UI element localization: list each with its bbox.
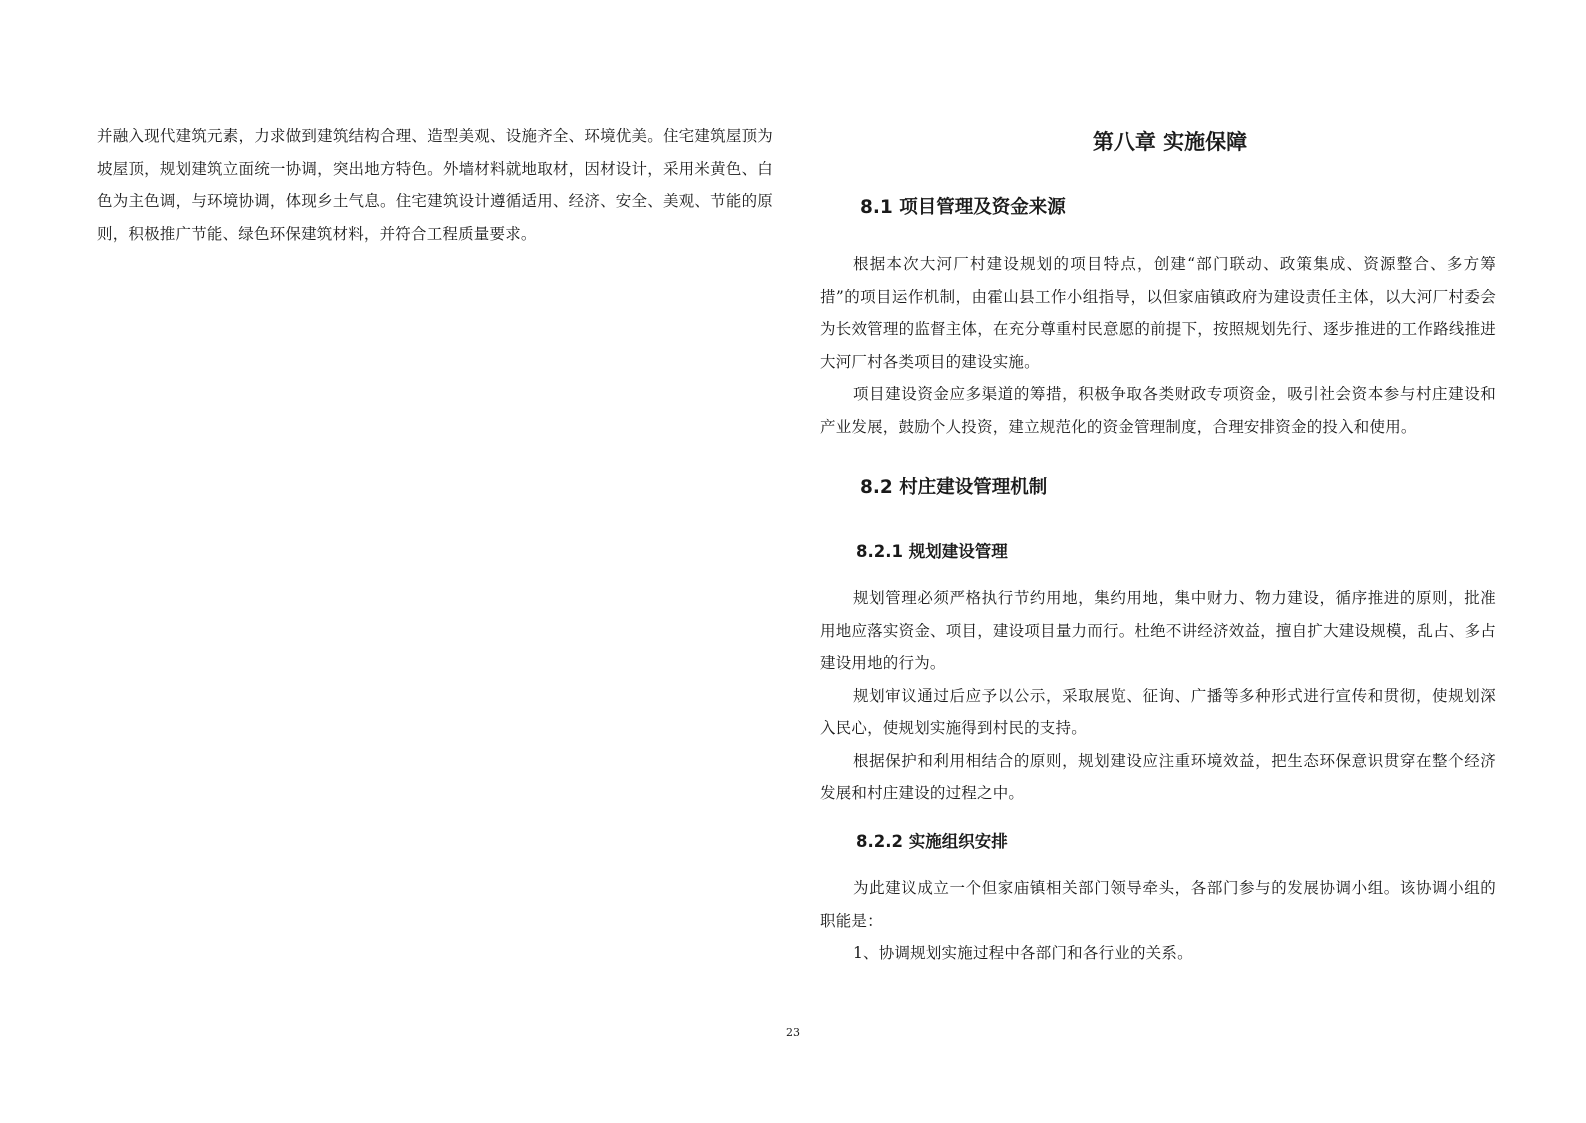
- section-8-2-1-paragraph-1: 规划管理必须严格执行节约用地，集约用地，集中财力、物力建设，循序推进的原则，批准用地应落实资金、项目，建设项目量力而行。杜绝不讲经济效益，擅自扩大建设规模，乱占、多占建设用地的行为。: [820, 589, 1496, 672]
- section-8-2-1-paragraph-3: 根据保护和利用相结合的原则，规划建设应注重环境效益，把生态环保意识贯穿在整个经济发展和村庄建设的过程之中。: [820, 751, 1496, 802]
- left-page-paragraph: 并融入现代建筑元素，力求做到建筑结构合理、造型美观、设施齐全、环境优美。住宅建筑屋顶为坡屋顶，规划建筑立面统一协调，突出地方特色。外墙材料就地取材，因材设计，采用米黄色、白色为主色调，与环境协调，体现乡土气息。住宅建筑设计遵循适用、经济、安全、美观、节能的原则，积极推广节能、绿色环保建筑材料，并符合工程质量要求。: [97, 127, 773, 243]
- section-8-1-paragraph-1: 根据本次大河厂村建设规划的项目特点，创建“部门联动、政策集成、资源整合、多方筹措”的项目运作机制，由霍山县工作小组指导，以但家庙镇政府为建设责任主体，以大河厂村委会为长效管理的监督主体，在充分尊重村民意愿的前提下，按照规划先行、逐步推进的工作路线推进大河厂村各类项目的建设实施。: [820, 255, 1496, 371]
- section-8-2-1-body: [820, 582, 1496, 810]
- chapter-title: 第八章 实施保障: [1092, 130, 1248, 154]
- section-8-2-1-heading: 8.2.1 规划建设管理: [856, 542, 1008, 561]
- section-8-2-1-paragraph-2: 规划审议通过后应予以公示，采取展览、征询、广播等多种形式进行宣传和贯彻，使规划深入民心，使规划实施得到村民的支持。: [820, 686, 1496, 737]
- section-8-2-2-heading: 8.2.2 实施组织安排: [856, 832, 1008, 851]
- section-8-2-2-body: [820, 872, 1496, 970]
- page-number: 23: [786, 1026, 800, 1039]
- section-8-1-heading: 8.1 项目管理及资金来源: [860, 197, 1066, 218]
- section-8-1-body: [820, 248, 1496, 443]
- section-8-1-paragraph-2: 项目建设资金应多渠道的筹措，积极争取各类财政专项资金，吸引社会资本参与村庄建设和产业发展，鼓励个人投资，建立规范化的资金管理制度，合理安排资金的投入和使用。: [820, 385, 1496, 436]
- section-8-2-heading: 8.2 村庄建设管理机制: [860, 477, 1048, 498]
- section-8-2-2-paragraph-1: 为此建议成立一个但家庙镇相关部门领导牵头，各部门参与的发展协调小组。该协调小组的职能是：: [820, 879, 1496, 930]
- section-8-2-2-paragraph-2: 1、协调规划实施过程中各部门和各行业的关系。: [853, 944, 1193, 962]
